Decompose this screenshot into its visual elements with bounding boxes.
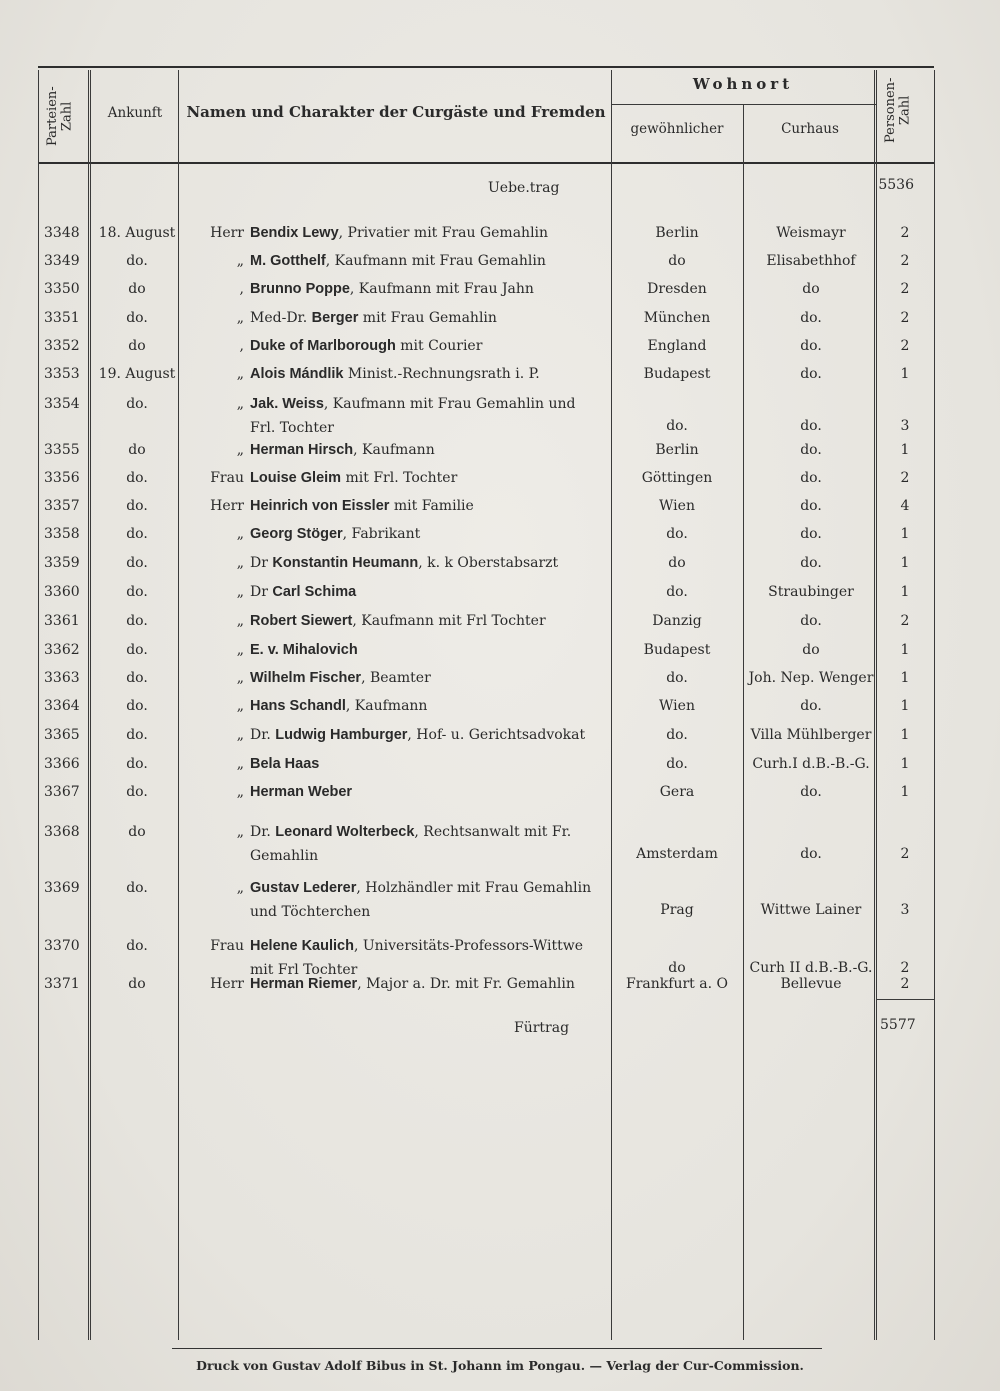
row-home-town: England: [647, 338, 707, 354]
row-salutation: ,: [239, 281, 244, 297]
row-character: mit Frau Gemahlin: [358, 310, 497, 326]
row-name: [250, 526, 610, 543]
row-guest-name: Bela Haas: [250, 756, 320, 772]
row-name: [250, 784, 610, 801]
row-guest-name: Wilhelm Fischer: [250, 670, 362, 686]
row-persons: 1: [900, 784, 910, 800]
row-arrival: do.: [126, 642, 148, 658]
row-arrival: do: [128, 442, 146, 458]
row-salutation: Herr: [210, 498, 244, 514]
row-home-town: Amsterdam: [636, 846, 718, 862]
row-guest-name: E. v. Mihalovich: [250, 642, 358, 658]
row-salutation: Frau: [210, 938, 244, 954]
row-home-town: do: [668, 253, 686, 269]
row-curhaus: do.: [800, 846, 822, 862]
row-guest-name: Robert Siewert: [250, 613, 353, 629]
col-rule-ankunft: [178, 70, 179, 1340]
row-arrival: do: [128, 338, 146, 354]
row-salutation: „: [236, 642, 244, 658]
row-guest-name: Heinrich von Eissler: [250, 498, 390, 514]
col-rule-right: [934, 70, 935, 1340]
row-character-cont: mit Frl Tochter: [250, 962, 358, 978]
header-gewoehnlicher: gewöhnlicher: [630, 121, 724, 137]
row-persons: 1: [900, 526, 910, 542]
row-salutation: „: [236, 310, 244, 326]
header-ankunft: Ankunft: [107, 105, 163, 121]
row-curhaus: Straubinger: [768, 584, 854, 600]
row-home-town: do.: [666, 584, 688, 600]
row-persons: 2: [900, 225, 910, 241]
row-persons: 1: [900, 727, 910, 743]
row-guest-name: Gustav Lederer: [250, 880, 357, 896]
row-guest-name: Leonard Wolterbeck: [275, 824, 415, 840]
row-guest-name: Berger: [311, 310, 359, 326]
row-persons: 1: [900, 698, 910, 714]
row-title: Dr: [250, 584, 273, 600]
row-name: [250, 613, 610, 630]
row-number: 3365: [44, 727, 80, 743]
row-name: [250, 281, 610, 298]
row-guest-name: Jak. Weiss: [250, 396, 324, 412]
row-number: 3366: [44, 756, 80, 772]
row-arrival: do.: [126, 253, 148, 269]
row-character: , Major a. Dr. mit Fr. Gemahlin: [357, 976, 575, 992]
row-curhaus: do.: [800, 442, 822, 458]
row-number: 3350: [44, 281, 80, 297]
row-number: 3359: [44, 555, 80, 571]
row-home-town: Budapest: [643, 366, 711, 382]
row-character-cont: Frl. Tochter: [250, 420, 334, 436]
row-guest-name: Herman Riemer: [250, 976, 358, 992]
row-arrival: 19. August: [98, 366, 176, 382]
row-persons: 1: [900, 670, 910, 686]
row-number: 3360: [44, 584, 80, 600]
row-number: 3352: [44, 338, 80, 354]
row-salutation: „: [236, 727, 244, 743]
row-arrival: 18. August: [98, 225, 176, 241]
row-curhaus: Wittwe Lainer: [760, 902, 862, 918]
row-salutation: „: [236, 526, 244, 542]
row-persons: 2: [900, 613, 910, 629]
row-home-town: München: [643, 310, 711, 326]
row-character-cont: und Töchterchen: [250, 904, 371, 920]
row-character: mit Familie: [389, 498, 474, 514]
row-persons: 2: [900, 976, 910, 992]
row-character: , Kaufmann mit Frau Gemahlin: [325, 253, 546, 269]
row-character: , Universitäts-Professors-Wittwe: [353, 938, 583, 954]
row-salutation: ,: [239, 338, 244, 354]
row-persons: 1: [900, 584, 910, 600]
row-guest-name: Alois Mándlik: [250, 366, 344, 382]
row-persons: 1: [900, 366, 910, 382]
row-number: 3362: [44, 642, 80, 658]
row-character: , Holzhändler mit Frau Gemahlin: [356, 880, 592, 896]
row-persons: 1: [900, 442, 910, 458]
row-title: Dr.: [250, 727, 276, 743]
header-parteien: Parteien-Zahl: [45, 86, 75, 146]
header-namen: Namen und Charakter der Curgäste und Fremden: [186, 103, 606, 121]
uebertrag-value: 5536: [878, 177, 914, 193]
row-guest-name: Georg Stöger: [250, 526, 343, 542]
row-curhaus: do.: [800, 310, 822, 326]
row-name: [250, 824, 610, 841]
row-arrival: do.: [126, 584, 148, 600]
row-arrival: do.: [126, 784, 148, 800]
row-salutation: „: [236, 784, 244, 800]
row-character: , Kaufmann: [353, 442, 435, 458]
row-character: , Beamter: [361, 670, 431, 686]
row-name: [250, 756, 610, 773]
row-persons: 3: [900, 418, 910, 434]
row-curhaus: do.: [800, 555, 822, 571]
row-guest-name: Konstantin Heumann: [272, 555, 419, 571]
header-personen: Personen-Zahl: [883, 77, 913, 143]
row-curhaus: do.: [800, 613, 822, 629]
row-character: , k. k Oberstabsarzt: [418, 555, 559, 571]
row-name: [250, 498, 610, 515]
row-home-town: Berlin: [655, 225, 699, 241]
row-arrival: do: [128, 281, 146, 297]
row-title: Dr: [250, 555, 273, 571]
row-salutation: „: [236, 756, 244, 772]
row-salutation: „: [236, 396, 244, 412]
row-arrival: do.: [126, 880, 148, 896]
row-guest-name: Louise Gleim: [250, 470, 342, 486]
row-number: 3353: [44, 366, 80, 382]
row-salutation: „: [236, 613, 244, 629]
row-title: Med-Dr.: [250, 310, 312, 326]
row-arrival: do.: [126, 756, 148, 772]
row-curhaus: do.: [800, 784, 822, 800]
row-number: 3348: [44, 225, 80, 241]
row-arrival: do.: [126, 613, 148, 629]
row-arrival: do.: [126, 526, 148, 542]
row-guest-name: Herman Weber: [250, 784, 353, 800]
row-name: [250, 366, 610, 383]
row-character: , Fabrikant: [342, 526, 421, 542]
row-name: [250, 976, 610, 993]
row-home-town: Dresden: [647, 281, 707, 297]
row-curhaus: Elisabethhof: [766, 253, 856, 269]
row-character: , Rechtsanwalt mit Fr.: [414, 824, 572, 840]
header-bottom-rule: [38, 162, 934, 164]
row-persons: 2: [900, 338, 910, 354]
row-arrival: do.: [126, 470, 148, 486]
row-curhaus: do.: [800, 366, 822, 382]
row-home-town: do.: [666, 756, 688, 772]
row-name: [250, 670, 610, 687]
row-curhaus: do.: [800, 418, 822, 434]
row-arrival: do.: [126, 698, 148, 714]
row-salutation: Herr: [210, 225, 244, 241]
row-home-town: Prag: [660, 902, 694, 918]
row-persons: 1: [900, 756, 910, 772]
row-home-town: do.: [666, 418, 688, 434]
row-guest-name: Duke of Marlborough: [250, 338, 396, 354]
row-number: 3361: [44, 613, 80, 629]
row-curhaus: do.: [800, 338, 822, 354]
row-guest-name: Hans Schandl: [250, 698, 346, 714]
row-name: [250, 253, 610, 270]
row-name: [250, 584, 610, 601]
row-curhaus: do.: [800, 698, 822, 714]
row-home-town: Berlin: [655, 442, 699, 458]
row-number: 3349: [44, 253, 80, 269]
row-salutation: „: [236, 584, 244, 600]
row-arrival: do.: [126, 727, 148, 743]
row-character: , Hof- u. Gerichtsadvokat: [407, 727, 586, 743]
row-home-town: do: [668, 555, 686, 571]
row-arrival: do.: [126, 938, 148, 954]
uebertrag-label: Uebe.trag: [488, 180, 560, 196]
row-character-cont: Gemahlin: [250, 848, 319, 864]
row-guest-name: Carl Schima: [272, 584, 357, 600]
row-curhaus: Villa Mühlberger: [750, 727, 872, 743]
row-title: Dr.: [250, 824, 276, 840]
row-salutation: Herr: [210, 976, 244, 992]
row-persons: 2: [900, 960, 910, 976]
row-number: 3370: [44, 938, 80, 954]
row-name: [250, 698, 610, 715]
row-home-town: Wien: [659, 698, 695, 714]
row-character: mit Frl. Tochter: [341, 470, 458, 486]
row-arrival: do: [128, 824, 146, 840]
row-persons: 3: [900, 902, 910, 918]
row-home-town: Budapest: [643, 642, 711, 658]
row-number: 3364: [44, 698, 80, 714]
row-number: 3358: [44, 526, 80, 542]
row-number: 3356: [44, 470, 80, 486]
row-salutation: „: [236, 253, 244, 269]
col-rule-gewoehnlicher: [743, 104, 744, 1340]
row-character: mit Courier: [395, 338, 483, 354]
row-curhaus: Joh. Nep. Wenger: [748, 670, 874, 686]
row-number: 3363: [44, 670, 80, 686]
row-name: [250, 442, 610, 459]
top-rule: [38, 66, 934, 68]
col-rule-left: [38, 70, 39, 1340]
footer-rule: [172, 1348, 822, 1349]
fuertrag-value: 5577: [880, 1017, 916, 1033]
header-wohnort: Wohnort: [692, 75, 794, 93]
row-persons: 2: [900, 846, 910, 862]
row-home-town: Frankfurt a. O: [626, 976, 728, 992]
row-name: [250, 396, 610, 413]
row-curhaus: do.: [800, 470, 822, 486]
row-name: [250, 938, 610, 955]
row-persons: 1: [900, 555, 910, 571]
row-salutation: „: [236, 366, 244, 382]
imprint-footer: Druck von Gustav Adolf Bibus in St. Johann im Pongau. — Verlag der Cur-Commission.: [196, 1358, 804, 1373]
row-guest-name: Bendix Lewy: [250, 225, 339, 241]
row-number: 3367: [44, 784, 80, 800]
row-home-town: do.: [666, 526, 688, 542]
row-curhaus: Curh II d.B.-B.-G.: [749, 960, 873, 976]
row-guest-name: Helene Kaulich: [250, 938, 354, 954]
row-curhaus: Bellevue: [780, 976, 842, 992]
row-home-town: Danzig: [652, 613, 702, 629]
row-curhaus: do: [802, 281, 820, 297]
row-persons: 4: [900, 498, 910, 514]
row-number: 3351: [44, 310, 80, 326]
row-salutation: „: [236, 670, 244, 686]
row-name: [250, 310, 610, 327]
row-character: , Kaufmann mit Frl Tochter: [352, 613, 546, 629]
row-home-town: Gera: [659, 784, 695, 800]
row-curhaus: Curh.I d.B.-B.-G.: [752, 756, 870, 772]
row-persons: 2: [900, 253, 910, 269]
row-salutation: „: [236, 442, 244, 458]
row-curhaus: do.: [800, 498, 822, 514]
row-character: , Privatier mit Frau Gemahlin: [338, 225, 549, 241]
row-guest-name: M. Gotthelf: [250, 253, 326, 269]
row-name: [250, 470, 610, 487]
row-persons: 1: [900, 642, 910, 658]
wohnort-sub-rule: [611, 104, 877, 105]
row-name: [250, 338, 610, 355]
row-number: 3355: [44, 442, 80, 458]
row-arrival: do: [128, 976, 146, 992]
row-arrival: do.: [126, 555, 148, 571]
row-persons: 2: [900, 470, 910, 486]
row-arrival: do.: [126, 670, 148, 686]
row-curhaus: Weismayr: [776, 225, 846, 241]
row-salutation: „: [236, 824, 244, 840]
fuertrag-rule: [877, 999, 934, 1000]
row-number: 3354: [44, 396, 80, 412]
row-home-town: Wien: [659, 498, 695, 514]
row-character: , Kaufmann mit Frau Jahn: [349, 281, 534, 297]
row-character: , Kaufmann mit Frau Gemahlin und: [323, 396, 576, 412]
row-name: [250, 642, 610, 659]
row-number: 3369: [44, 880, 80, 896]
fuertrag-label: Fürtrag: [514, 1020, 570, 1036]
row-number: 3371: [44, 976, 80, 992]
row-number: 3368: [44, 824, 80, 840]
row-home-town: do.: [666, 727, 688, 743]
row-character: Minist.-Rechnungsrath i. P.: [343, 366, 540, 382]
row-home-town: do.: [666, 670, 688, 686]
row-persons: 2: [900, 281, 910, 297]
row-salutation: Frau: [210, 470, 244, 486]
row-home-town: Göttingen: [641, 470, 713, 486]
row-home-town: do: [668, 960, 686, 976]
row-arrival: do.: [126, 396, 148, 412]
row-guest-name: Ludwig Hamburger: [275, 727, 408, 743]
row-persons: 2: [900, 310, 910, 326]
row-salutation: „: [236, 555, 244, 571]
row-curhaus: do: [802, 642, 820, 658]
row-guest-name: Herman Hirsch: [250, 442, 354, 458]
row-number: 3357: [44, 498, 80, 514]
row-name: [250, 727, 610, 744]
row-salutation: „: [236, 698, 244, 714]
row-character: , Kaufmann: [345, 698, 428, 714]
row-name: [250, 880, 610, 897]
row-arrival: do.: [126, 498, 148, 514]
row-name: [250, 225, 610, 242]
row-guest-name: Brunno Poppe: [250, 281, 350, 297]
row-arrival: do.: [126, 310, 148, 326]
header-curhaus: Curhaus: [781, 121, 839, 137]
row-curhaus: do.: [800, 526, 822, 542]
row-name: [250, 555, 610, 572]
row-salutation: „: [236, 880, 244, 896]
